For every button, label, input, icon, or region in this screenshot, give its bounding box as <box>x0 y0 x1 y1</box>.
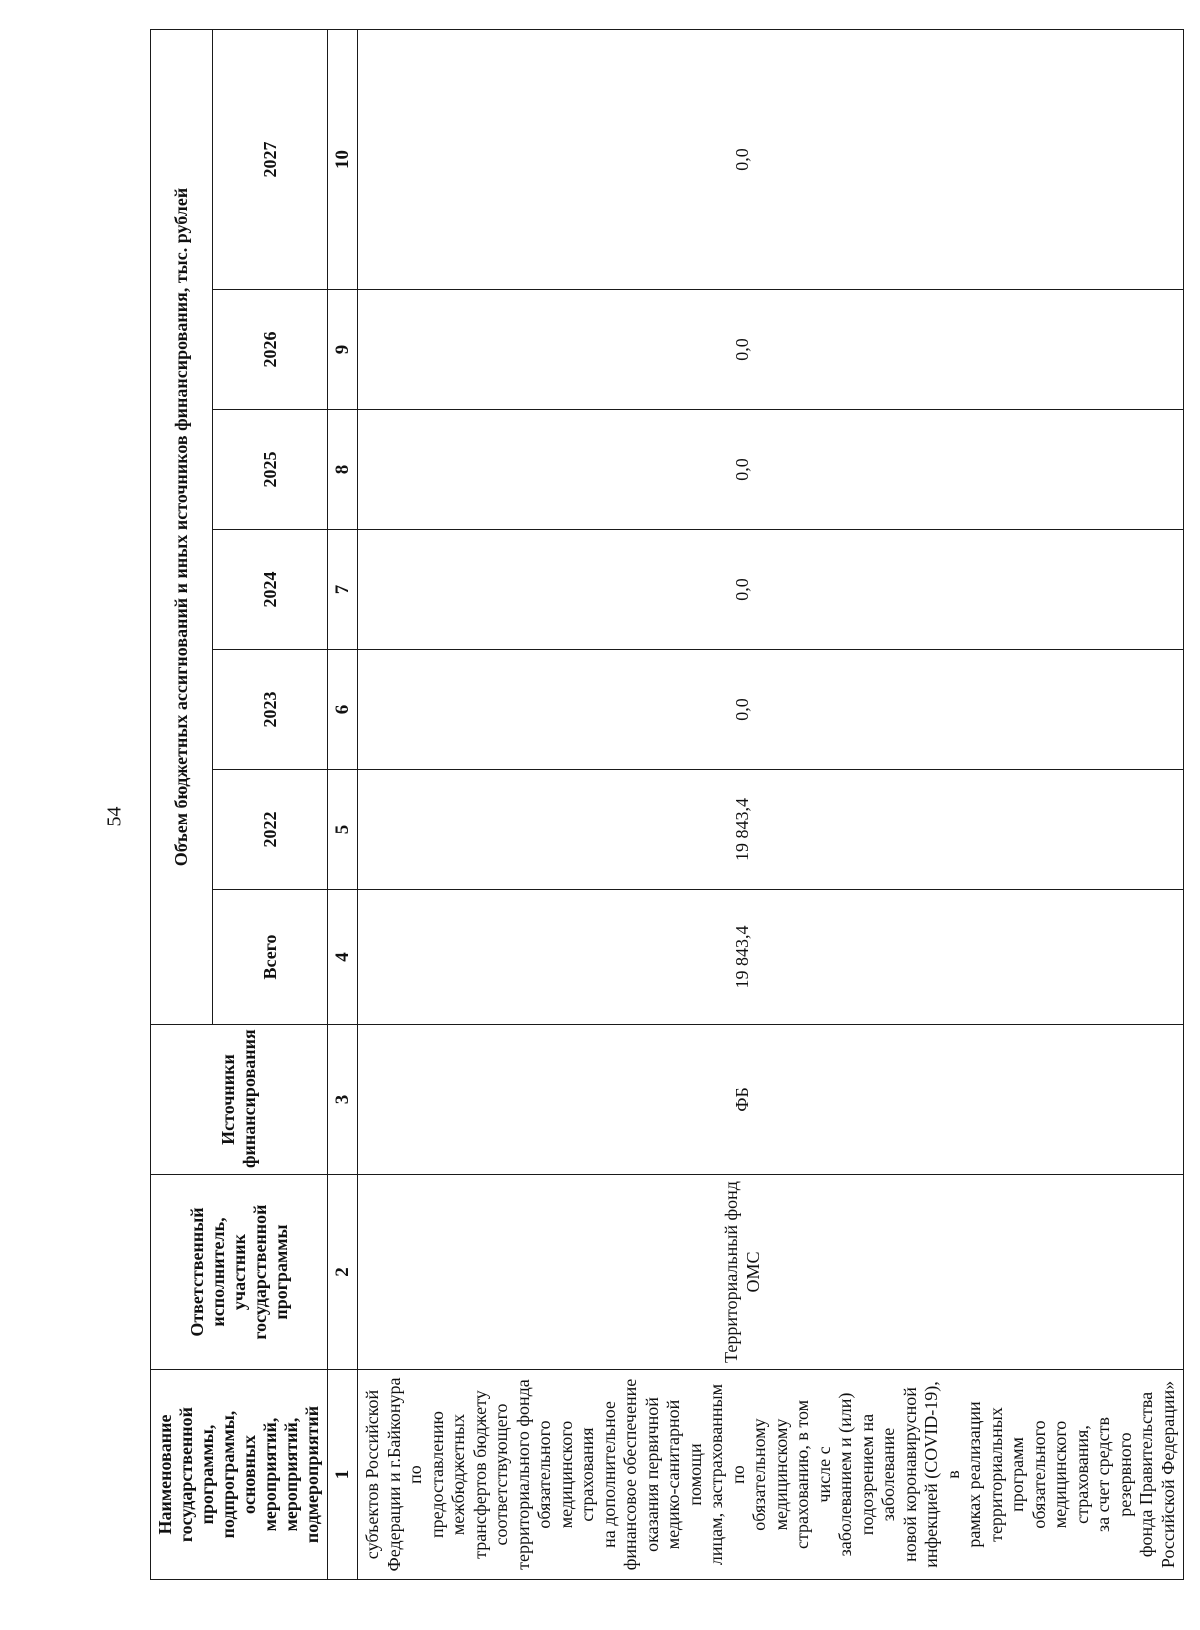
header-year-2026: 2026 <box>213 290 328 410</box>
header-year-2023: 2023 <box>213 650 328 770</box>
column-number: 4 <box>328 890 358 1025</box>
row-name-line: оказания первичной <box>641 1397 662 1552</box>
row-name-line: обязательного <box>534 1420 554 1529</box>
row-value-2024: 0,0 <box>358 530 1184 650</box>
column-number: 7 <box>328 530 358 650</box>
column-number: 5 <box>328 770 358 890</box>
table-row <box>358 30 1184 1580</box>
row-name-line: страхованию, в том числе с <box>792 1399 834 1550</box>
row-name-line: Федерации и г.Байконура по <box>383 1377 425 1572</box>
row-name-line: межбюджетных <box>448 1413 468 1536</box>
row-name-line: за счет средств резервного <box>1093 1417 1135 1532</box>
header-volume-group: Объем бюджетных ассигнований и иных источников финансирования, тыс. рублей <box>151 30 213 1025</box>
row-name-line: медицинского страхования, <box>1050 1420 1092 1529</box>
header-name: Наименование государственной программы, подпрограммы, основных мероприятий, мероприятий, подмероприятий <box>151 1370 328 1580</box>
column-number: 6 <box>328 650 358 770</box>
row-name-line: обязательному <box>749 1418 769 1531</box>
row-name-line: медицинскому <box>770 1418 791 1531</box>
row-name-line: медицинского страхования <box>555 1420 597 1529</box>
row-name-line: территориального фонда <box>512 1379 533 1570</box>
header-year-2024: 2024 <box>213 530 328 650</box>
row-name-line: финансовое обеспечение <box>620 1378 640 1571</box>
row-name-line: обязательного <box>1028 1420 1049 1529</box>
row-value-2023: 0,0 <box>358 650 1184 770</box>
row-name-line: территориальных программ <box>985 1407 1027 1542</box>
financing-table <box>150 29 1184 1580</box>
row-name-line: трансфертов бюджету <box>469 1390 490 1559</box>
column-number: 8 <box>328 410 358 530</box>
page-number: 54 <box>103 806 126 827</box>
row-source: ФБ <box>358 1025 1184 1175</box>
row-name-line: подозрением на заболевание <box>856 1413 898 1536</box>
financing-table-page <box>150 30 1178 1580</box>
row-executor: Территориальный фонд ОМС <box>358 1175 1184 1370</box>
header-source: Источники финансирования <box>151 1025 328 1175</box>
row-total: 19 843,4 <box>358 890 1184 1025</box>
header-row-1 <box>151 30 213 1580</box>
row-name-line: заболеванием и (или) <box>835 1392 855 1557</box>
column-number: 3 <box>328 1025 358 1175</box>
row-value-2022: 19 843,4 <box>358 770 1184 890</box>
row-value-2025: 0,0 <box>358 410 1184 530</box>
column-number-row <box>328 30 358 1580</box>
row-name-line: соответствующего <box>491 1403 511 1546</box>
row-value-2026: 0,0 <box>358 290 1184 410</box>
row-name-cell <box>358 1370 1184 1580</box>
row-name-line: предоставлению <box>426 1411 447 1539</box>
row-name-line: на дополнительное <box>598 1401 619 1548</box>
row-value-2027: 0,0 <box>358 30 1184 290</box>
row-name-line: Российской Федерации» <box>1157 1380 1178 1569</box>
column-number: 1 <box>328 1370 358 1580</box>
row-name-line: инфекцией (COVID-19), в <box>921 1381 963 1568</box>
row-name-line: рамках реализации <box>964 1401 984 1548</box>
header-year-2025: 2025 <box>213 410 328 530</box>
row-name-line: новой коронавирусной <box>899 1387 920 1562</box>
header-year-2022: 2022 <box>213 770 328 890</box>
header-executor: Ответственный исполнитель, участник государственной программы <box>151 1175 328 1370</box>
header-total: Всего <box>213 890 328 1025</box>
column-number: 9 <box>328 290 358 410</box>
row-name-line: субъектов Российской <box>362 1389 382 1560</box>
column-number: 10 <box>328 30 358 290</box>
column-number: 2 <box>328 1175 358 1370</box>
header-year-2027: 2027 <box>213 30 328 290</box>
row-name-line: лицам, застрахованным по <box>706 1383 748 1566</box>
row-name-line: медико-санитарной помощи <box>663 1399 705 1550</box>
row-name-line: фонда Правительства <box>1136 1391 1156 1558</box>
